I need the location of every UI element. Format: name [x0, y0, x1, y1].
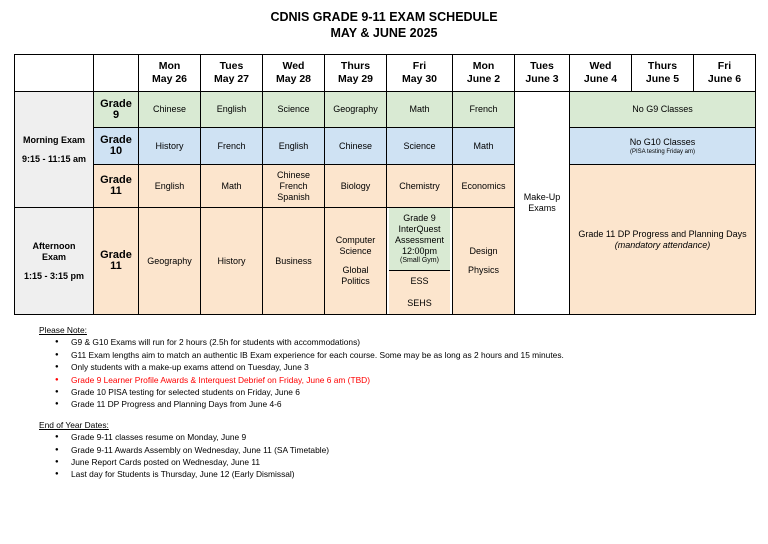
g10-exam-cell: Science	[387, 128, 453, 165]
morning-session-label: Morning Exam 9:15 - 11:15 am	[15, 92, 94, 208]
please-note-heading: Please Note:	[39, 325, 87, 335]
header-day-2: Wed May 28	[263, 55, 325, 92]
header-day-3: Thurs May 29	[325, 55, 387, 92]
g11-dp-planning-cell: Grade 11 DP Progress and Planning Days (mandatory attendance)	[570, 165, 756, 315]
exam-schedule-table	[14, 54, 756, 315]
g9-interquest-cell: Grade 9 InterQuest Assessment 12:00pm (Small Gym)	[389, 208, 450, 271]
header-day-4: Fri May 30	[387, 55, 453, 92]
g10-exam-cell: History	[139, 128, 201, 165]
afternoon-grade-11-label: Grade 11	[94, 208, 139, 315]
g11-exam-cell: English	[139, 165, 201, 208]
g9-exam-cell: Geography	[325, 92, 387, 128]
afternoon-exam-cell-mon2: Design Physics	[453, 208, 515, 315]
list-item: ● Grade 10 PISA testing for selected students on Friday, June 6	[55, 386, 759, 398]
g10-exam-cell: English	[263, 128, 325, 165]
list-item: ● Only students with a make-up exams attend on Tuesday, June 3	[55, 361, 759, 373]
morning-g9-row	[15, 92, 756, 128]
list-item: ● Last day for Students is Thursday, June 12 (Early Dismissal)	[55, 468, 759, 480]
ess-sehs-cell: ESS SEHS	[389, 271, 450, 314]
list-item: ● Grade 11 DP Progress and Planning Days from June 4-6	[55, 398, 759, 410]
list-item: ● June Report Cards posted on Wednesday, June 11	[55, 456, 759, 468]
g9-exam-cell: Chinese	[139, 92, 201, 128]
header-blank-session	[15, 55, 94, 92]
morning-g11-row	[15, 165, 756, 208]
list-item: ● Grade 9-11 classes resume on Monday, June 9	[55, 431, 759, 443]
g10-exam-cell: Math	[453, 128, 515, 165]
afternoon-exam-cell: History	[201, 208, 263, 315]
header-day-6: Tues June 3	[515, 55, 570, 92]
afternoon-session-label: Afternoon Exam 1:15 - 3:15 pm	[15, 208, 94, 315]
grade-10-label: Grade 10	[94, 128, 139, 165]
afternoon-exam-cell-thu: Computer Science Global Politics	[325, 208, 387, 315]
grade-11-label: Grade 11	[94, 165, 139, 208]
notes-section	[39, 324, 759, 481]
list-item: ● G11 Exam lengths aim to match an authentic IB Exam experience for each course. Some may be as long as 2 hours and 15 minutes.	[55, 349, 759, 361]
g10-exam-cell: Chinese	[325, 128, 387, 165]
header-day-1: Tues May 27	[201, 55, 263, 92]
g11-exam-cell-languages: Chinese French Spanish	[263, 165, 325, 208]
header-day-5: Mon June 2	[453, 55, 515, 92]
title-block	[0, 9, 768, 41]
page-subtitle: MAY & JUNE 2025	[330, 26, 438, 40]
makeup-exams-cell: Make-Up Exams	[515, 92, 570, 315]
list-item: ● G9 & G10 Exams will run for 2 hours (2.5h for students with accommodations)	[55, 336, 759, 348]
morning-g10-row	[15, 128, 756, 165]
g10-exam-cell: French	[201, 128, 263, 165]
g11-exam-cell: Math	[201, 165, 263, 208]
please-note-list	[55, 336, 759, 410]
g11-exam-cell: Chemistry	[387, 165, 453, 208]
no-g9-classes-cell: No G9 Classes	[570, 92, 756, 128]
grade-9-label: Grade 9	[94, 92, 139, 128]
g9-exam-cell: English	[201, 92, 263, 128]
g9-exam-cell: Math	[387, 92, 453, 128]
list-item: ● Grade 9-11 Awards Assembly on Wednesday, June 11 (SA Timetable)	[55, 444, 759, 456]
afternoon-exam-cell: Business	[263, 208, 325, 315]
g9-exam-cell: French	[453, 92, 515, 128]
g9-exam-cell: Science	[263, 92, 325, 128]
end-of-year-heading: End of Year Dates:	[39, 419, 109, 430]
g11-exam-cell: Biology	[325, 165, 387, 208]
header-day-9: Fri June 6	[694, 55, 756, 92]
header-day-8: Thurs June 5	[632, 55, 694, 92]
header-day-7: Wed June 4	[570, 55, 632, 92]
list-item-highlighted: ● Grade 9 Learner Profile Awards & Interquest Debrief on Friday, June 6 am (TBD)	[55, 374, 759, 386]
end-of-year-list	[55, 431, 759, 481]
g11-exam-cell: Economics	[453, 165, 515, 208]
afternoon-exam-cell-fri	[387, 208, 453, 315]
header-blank-grade	[94, 55, 139, 92]
page-title: CDNIS GRADE 9-11 EXAM SCHEDULE	[270, 10, 498, 24]
afternoon-exam-cell: Geography	[139, 208, 201, 315]
header-day-0: Mon May 26	[139, 55, 201, 92]
no-g10-classes-cell: No G10 Classes (PISA testing Friday am)	[570, 128, 756, 165]
header-row	[15, 55, 756, 92]
